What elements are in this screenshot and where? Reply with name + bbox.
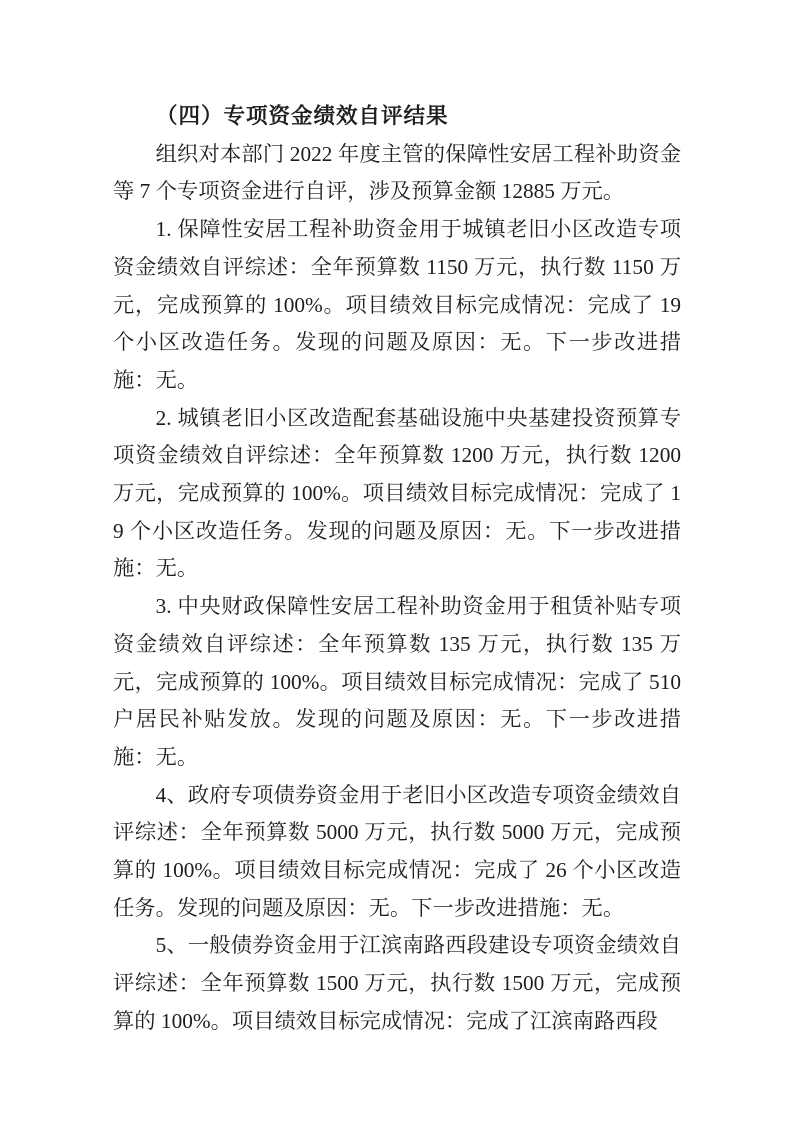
fund-item-1-paragraph: 1. 保障性安居工程补助资金用于城镇老旧小区改造专项资金绩效自评综述：全年预算数 1150 万元，执行数 1150 万元，完成预算的 100%。项目绩效目标完成情况：完成了 19 个小区改造任务。发现的问题及原因：无。下一步改进措施：无。 <box>113 217 681 392</box>
fund-item-3-paragraph: 3. 中央财政保障性安居工程补助资金用于租赁补贴专项资金绩效自评综述：全年预算数 135 万元，执行数 135 万元，完成预算的 100%。项目绩效目标完成情况：完成了 510 户居民补贴发放。发现的问题及原因：无。下一步改进措施：无。 <box>113 594 681 769</box>
intro-paragraph: 组织对本部门 2022 年度主管的保障性安居工程补助资金等 7 个专项资金进行自评，涉及预算金额 12885 万元。 <box>113 141 681 204</box>
fund-item-4-paragraph: 4、政府专项债券资金用于老旧小区改造专项资金绩效自评综述：全年预算数 5000 万元，执行数 5000 万元，完成预算的 100%。项目绩效目标完成情况：完成了 26 个小区改造任务。发现的问题及原因：无。下一步改进措施：无。 <box>113 782 681 920</box>
section-heading: （四）专项资金绩效自评结果 <box>156 104 449 128</box>
fund-item-5-paragraph: 5、一般债券资金用于江滨南路西段建设专项资金绩效自评综述：全年预算数 1500 万元，执行数 1500 万元，完成预算的 100%。项目绩效目标完成情况：完成了江滨南路西段 <box>113 933 681 1033</box>
document-content <box>113 98 681 1041</box>
fund-item-2-paragraph: 2. 城镇老旧小区改造配套基础设施中央基建投资预算专项资金绩效自评综述：全年预算数 1200 万元，执行数 1200 万元，完成预算的 100%。项目绩效目标完成情况：完成了 19 个小区改造任务。发现的问题及原因：无。下一步改进措施：无。 <box>113 405 681 581</box>
